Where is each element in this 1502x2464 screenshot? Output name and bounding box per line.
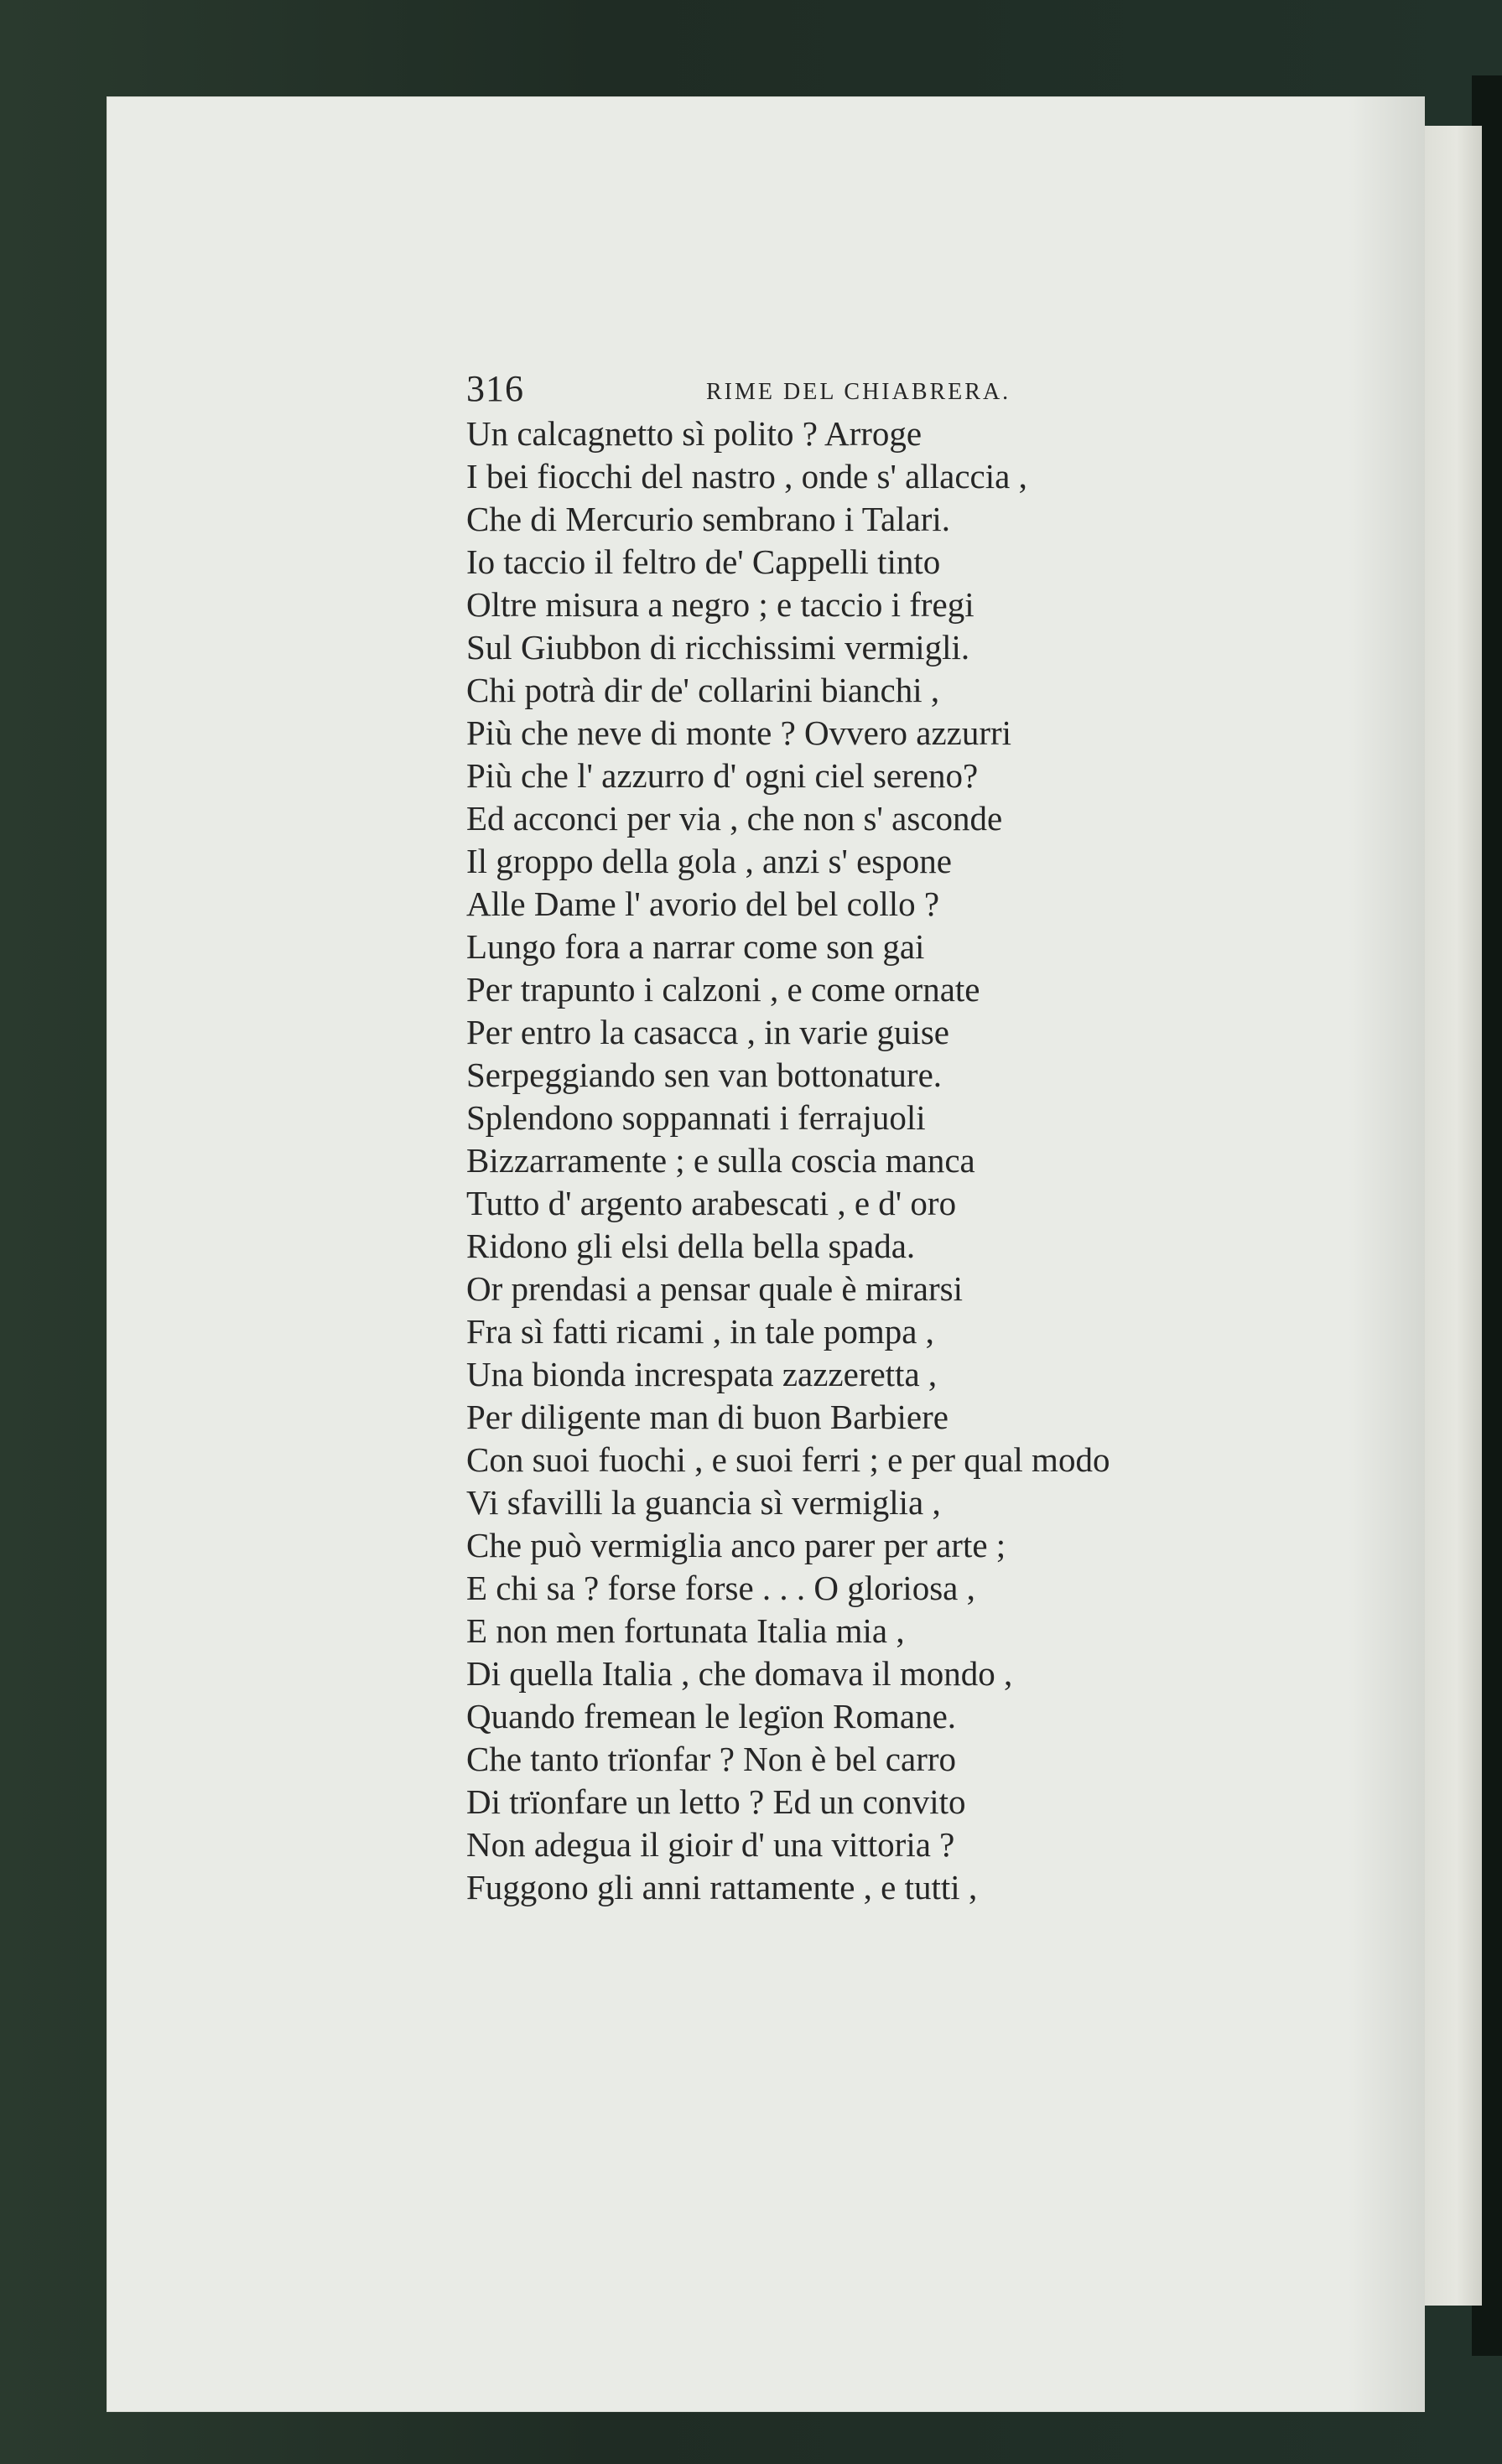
verse-line: Ridono gli elsi della bella spada. <box>466 1227 916 1265</box>
verse-line: Alle Dame l' avorio del bel collo ? <box>466 884 940 923</box>
verse-line: Ed acconci per via , che non s' asconde <box>466 799 1003 838</box>
page-gutter-shade <box>1349 97 1424 2411</box>
verse-line: Più che neve di monte ? Ovvero azzurri <box>466 713 1012 752</box>
verse-line: Oltre misura a negro ; e taccio i fregi <box>466 585 974 624</box>
verse-line: Il groppo della gola , anzi s' espone <box>466 842 952 880</box>
verse-line: Vi sfavilli la guancia sì vermiglia , <box>466 1483 941 1522</box>
verse-line: Con suoi fuochi , e suoi ferri ; e per qual modo <box>466 1440 1110 1479</box>
verse-line: Quando fremean le legïon Romane. <box>466 1697 957 1735</box>
verse-line: Che di Mercurio sembrano i Talari. <box>466 500 951 538</box>
verse-line: Fra sì fatti ricami , in tale pompa , <box>466 1312 934 1351</box>
verse-line: E chi sa ? forse forse . . . O gloriosa , <box>466 1569 975 1607</box>
verse-line: Or prendasi a pensar quale è mirarsi <box>466 1269 963 1308</box>
verse-line: Un calcagnetto sì polito ? Arroge <box>466 414 923 453</box>
verse-line: Tutto d' argento arabescati , e d' oro <box>466 1184 957 1222</box>
verse-line: Per entro la casacca , in varie guise <box>466 1013 950 1051</box>
verse-line: Serpeggiando sen van bottonature. <box>466 1056 943 1094</box>
verse-line: Io taccio il feltro de' Cappelli tinto <box>466 542 941 581</box>
verse-line: E non men fortunata Italia mia , <box>466 1611 905 1650</box>
facing-page-edge <box>1417 126 1482 2306</box>
verse-line: Bizzarramente ; e sulla coscia manca <box>466 1141 975 1180</box>
page-number: 316 <box>466 368 524 409</box>
verse-line: Sul Giubbon di ricchissimi vermigli. <box>466 628 970 667</box>
verse-line: Non adegua il gioir d' una vittoria ? <box>466 1825 955 1864</box>
verse-line: Lungo fora a narrar come son gai <box>466 927 925 966</box>
verse-line: Chi potrà dir de' collarini bianchi , <box>466 671 940 709</box>
verse-line: Una bionda increspata zazzeretta , <box>466 1355 938 1393</box>
page-header <box>466 367 1104 414</box>
verse-line: Che tanto trïonfar ? Non è bel carro <box>466 1740 957 1778</box>
verse-line: Per trapunto i calzoni , e come ornate <box>466 970 980 1009</box>
running-title: RIME DEL CHIABRERA. <box>706 379 1011 405</box>
verse-line: Che può vermiglia anco parer per arte ; <box>466 1526 1006 1564</box>
verse-line: Di trïonfare un letto ? Ed un convito <box>466 1782 966 1821</box>
verse-line: Splendono soppannati i ferrajuoli <box>466 1098 926 1137</box>
verse-line: I bei fiocchi del nastro , onde s' allaccia , <box>466 457 1027 495</box>
verse-line: Fuggono gli anni rattamente , e tutti , <box>466 1868 978 1906</box>
verse-line: Per diligente man di buon Barbiere <box>466 1398 948 1436</box>
verse-line: Di quella Italia , che domava il mondo , <box>466 1654 1013 1693</box>
verse-text <box>466 412 1338 1913</box>
verse-line: Più che l' azzurro d' ogni ciel sereno? <box>466 756 979 795</box>
